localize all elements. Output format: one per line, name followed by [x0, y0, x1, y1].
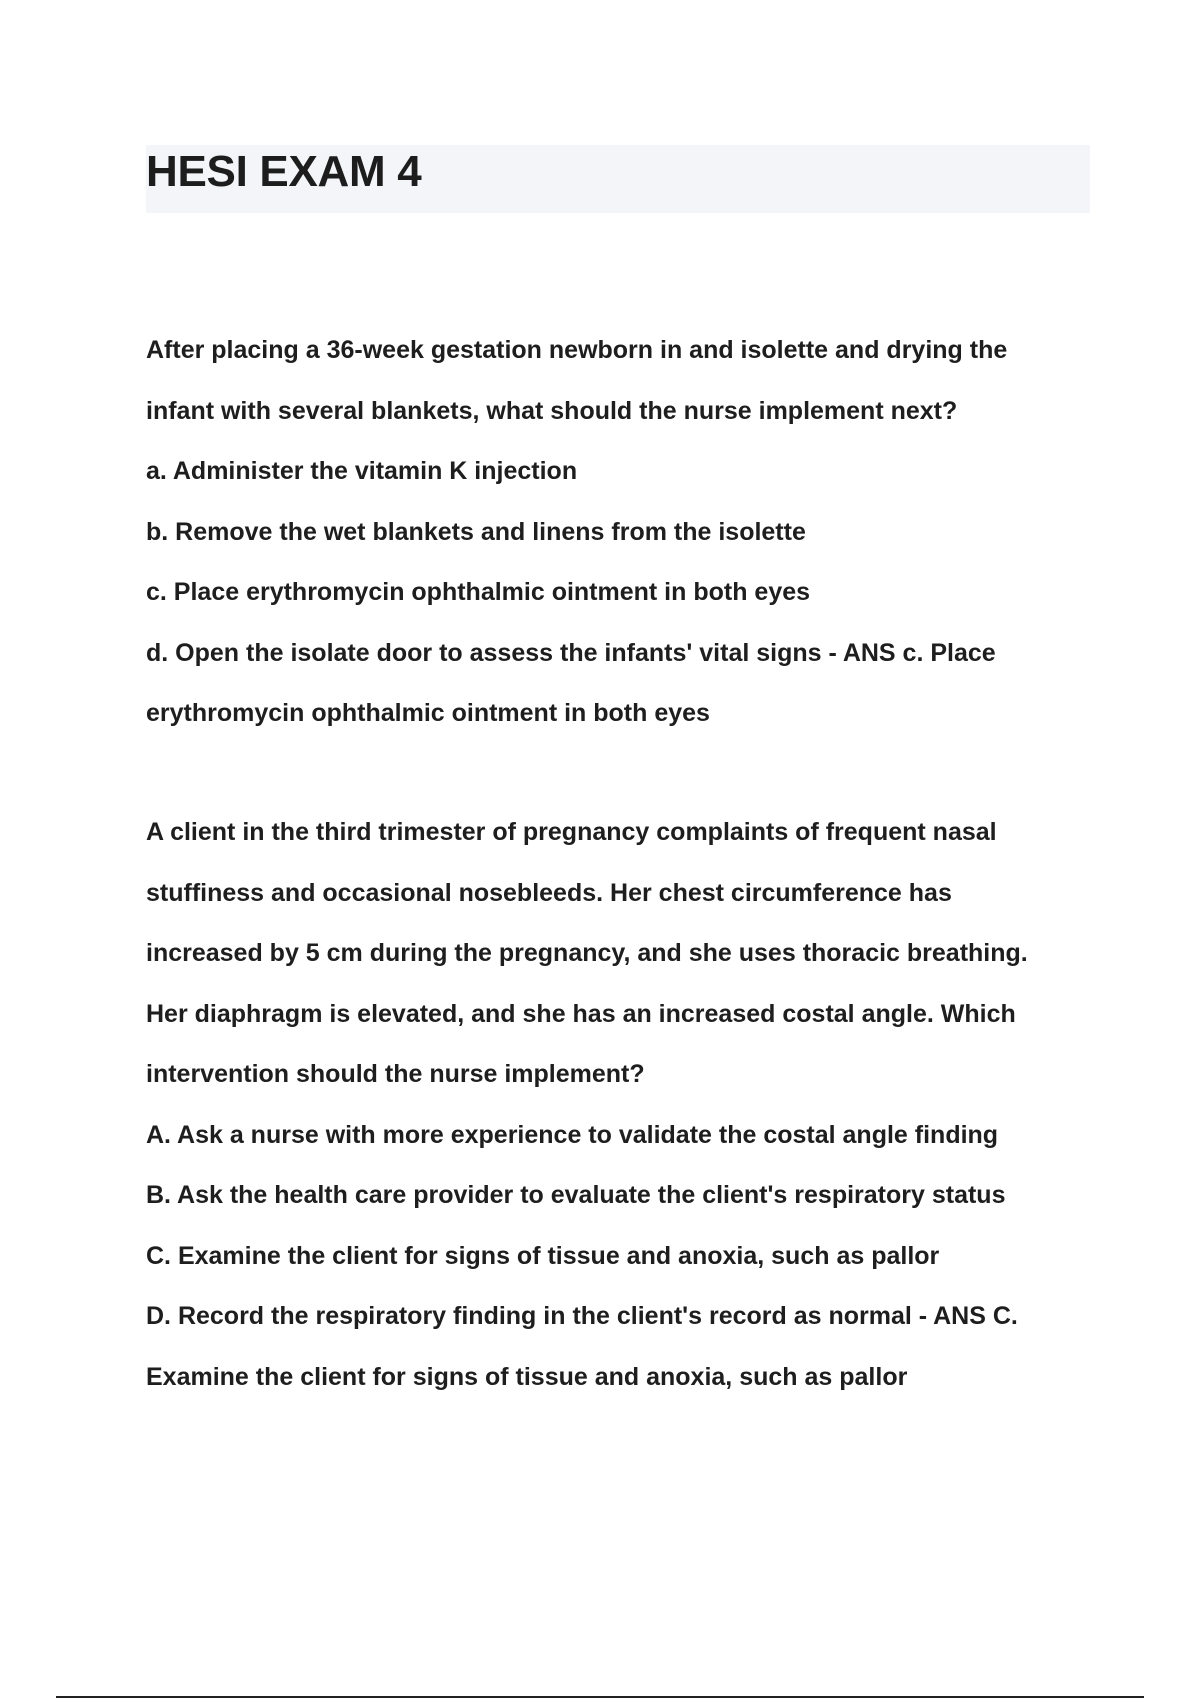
question-2-option-c: C. Examine the client for signs of tissue and anoxia, such as pallor [146, 1241, 940, 1270]
question-2-option-a: A. Ask a nurse with more experience to validate the costal angle finding [146, 1120, 999, 1149]
question-2-answer-cont: Examine the client for signs of tissue and anoxia, such as pallor [146, 1362, 908, 1391]
question-1-option-a: a. Administer the vitamin K injection [146, 457, 578, 485]
question-2-line-3: increased by 5 cm during the pregnancy, and she uses thoracic breathing. [146, 939, 1028, 967]
question-1-option-c: c. Place erythromycin ophthalmic ointment in both eyes [146, 578, 811, 606]
document-title: HESI EXAM 4 [146, 147, 422, 196]
question-2-option-d-answer: D. Record the respiratory finding in the client's record as normal - ANS C. [146, 1302, 1018, 1330]
question-1-answer-cont: erythromycin ophthalmic ointment in both eyes [146, 699, 710, 727]
question-1 [146, 320, 1096, 744]
question-2-line-1: A client in the third trimester of pregnancy complaints of frequent nasal [146, 818, 997, 846]
question-2-option-b: B. Ask the health care provider to evaluate the client's respiratory status [146, 1181, 1006, 1209]
question-1-option-b: b. Remove the wet blankets and linens from the isolette [146, 517, 806, 546]
question-2-line-5: intervention should the nurse implement? [146, 1060, 645, 1088]
question-2-line-4: Her diaphragm is elevated, and she has an increased costal angle. Which [146, 999, 1016, 1028]
question-1-option-d-answer: d. Open the isolate door to assess the infants' vital signs - ANS c. Place [146, 638, 996, 667]
footer-divider [56, 1696, 1144, 1698]
question-2 [146, 802, 1096, 1407]
question-2-line-2: stuffiness and occasional nosebleeds. Her chest circumference has [146, 878, 952, 907]
question-1-line-2: infant with several blankets, what should the nurse implement next? [146, 396, 958, 425]
question-1-line-1: After placing a 36-week gestation newborn in and isolette and drying the [146, 336, 1008, 364]
